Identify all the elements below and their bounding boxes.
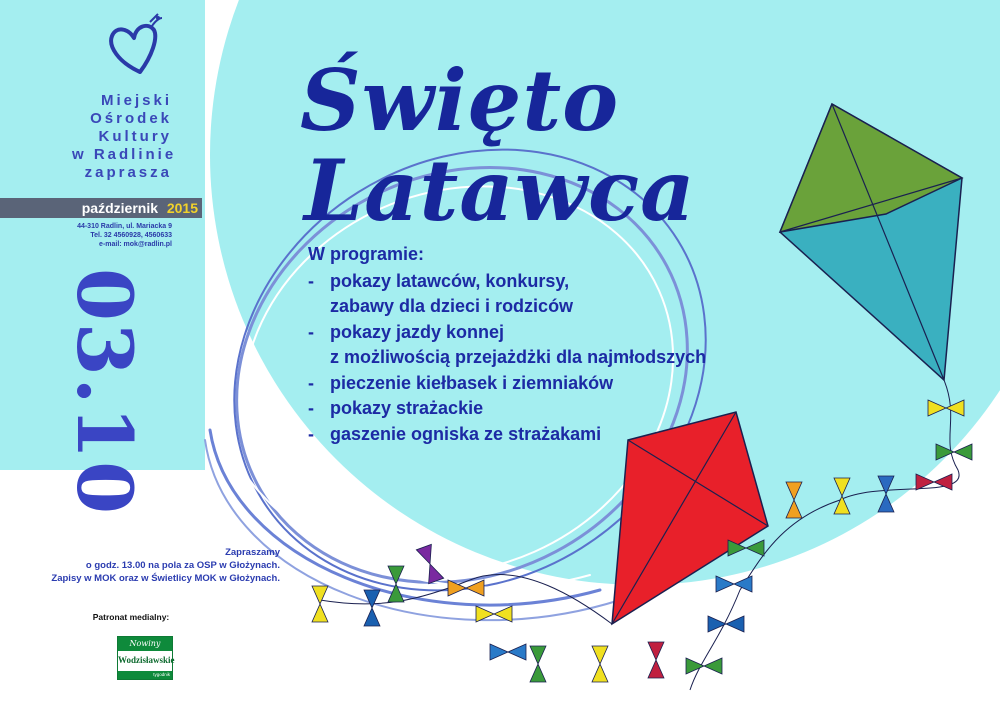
program-item: - pokazy strażackie [308, 398, 484, 418]
title-line-1: Święto [300, 51, 620, 150]
logo-bottom-text: tygodnik [118, 671, 172, 679]
date-bar-year: 2015 [166, 200, 198, 216]
organizer-line: zaprasza [84, 164, 172, 181]
logo-top-text: Nowiny [118, 637, 172, 651]
organizer-line: Kultury [98, 128, 172, 145]
organizer-line: Ośrodek [90, 110, 172, 127]
invitation-line: o godz. 13.00 na pola za OSP w Głożynach. [85, 560, 280, 571]
title-line-2: Latawca [304, 141, 696, 240]
program-heading: W programie: [308, 244, 425, 264]
invitation-line: Zapisy w MOK oraz w Świetlicy MOK w Głożynach. [51, 573, 280, 584]
program-item: - pokazy jazdy konnej [308, 321, 505, 342]
program-item-text: pokazy latawców, konkursy, [330, 270, 570, 291]
program-item: - pieczenie kiełbasek i ziemniaków [308, 372, 614, 393]
program-item: - pokazy latawców, konkursy, [308, 270, 570, 291]
red-kite-icon [320, 412, 768, 624]
organizer-line: w Radlinie [72, 146, 177, 163]
contact-email: e-mail: mok@radlin.pl [99, 241, 172, 248]
program-item: - gaszenie ogniska ze strażakami [308, 423, 602, 444]
program-item-text: pieczenie kiełbasek i ziemniaków [330, 372, 614, 393]
event-date: 03.10 [60, 268, 149, 516]
media-patron-logo [117, 636, 173, 680]
program-item-continuation: z możliwością przejażdżki dla najmłodszych [330, 347, 707, 367]
date-bar-month: październik [81, 200, 158, 216]
invitation-line: Zapraszamy [225, 547, 280, 558]
program-item-text: pokazy strażackie [330, 398, 484, 418]
invitation-block [40, 546, 280, 585]
program-item-continuation: zabawy dla dzieci i rodziców [330, 296, 574, 316]
patronat-label: Patronat medialny: [92, 612, 170, 622]
contact-address: 44-310 Radlin, ul. Mariacka 9 [77, 223, 172, 230]
green-teal-kite-icon [690, 104, 962, 690]
program-item-text: pokazy jazdy konnej [330, 321, 505, 342]
organizer-line: Miejski [100, 92, 172, 109]
contact-phone: Tel. 32 4560928, 4560633 [90, 232, 172, 239]
program-item-text: gaszenie ogniska ze strażakami [330, 423, 602, 444]
logo-main-text: Wodzisławskie [118, 655, 175, 665]
